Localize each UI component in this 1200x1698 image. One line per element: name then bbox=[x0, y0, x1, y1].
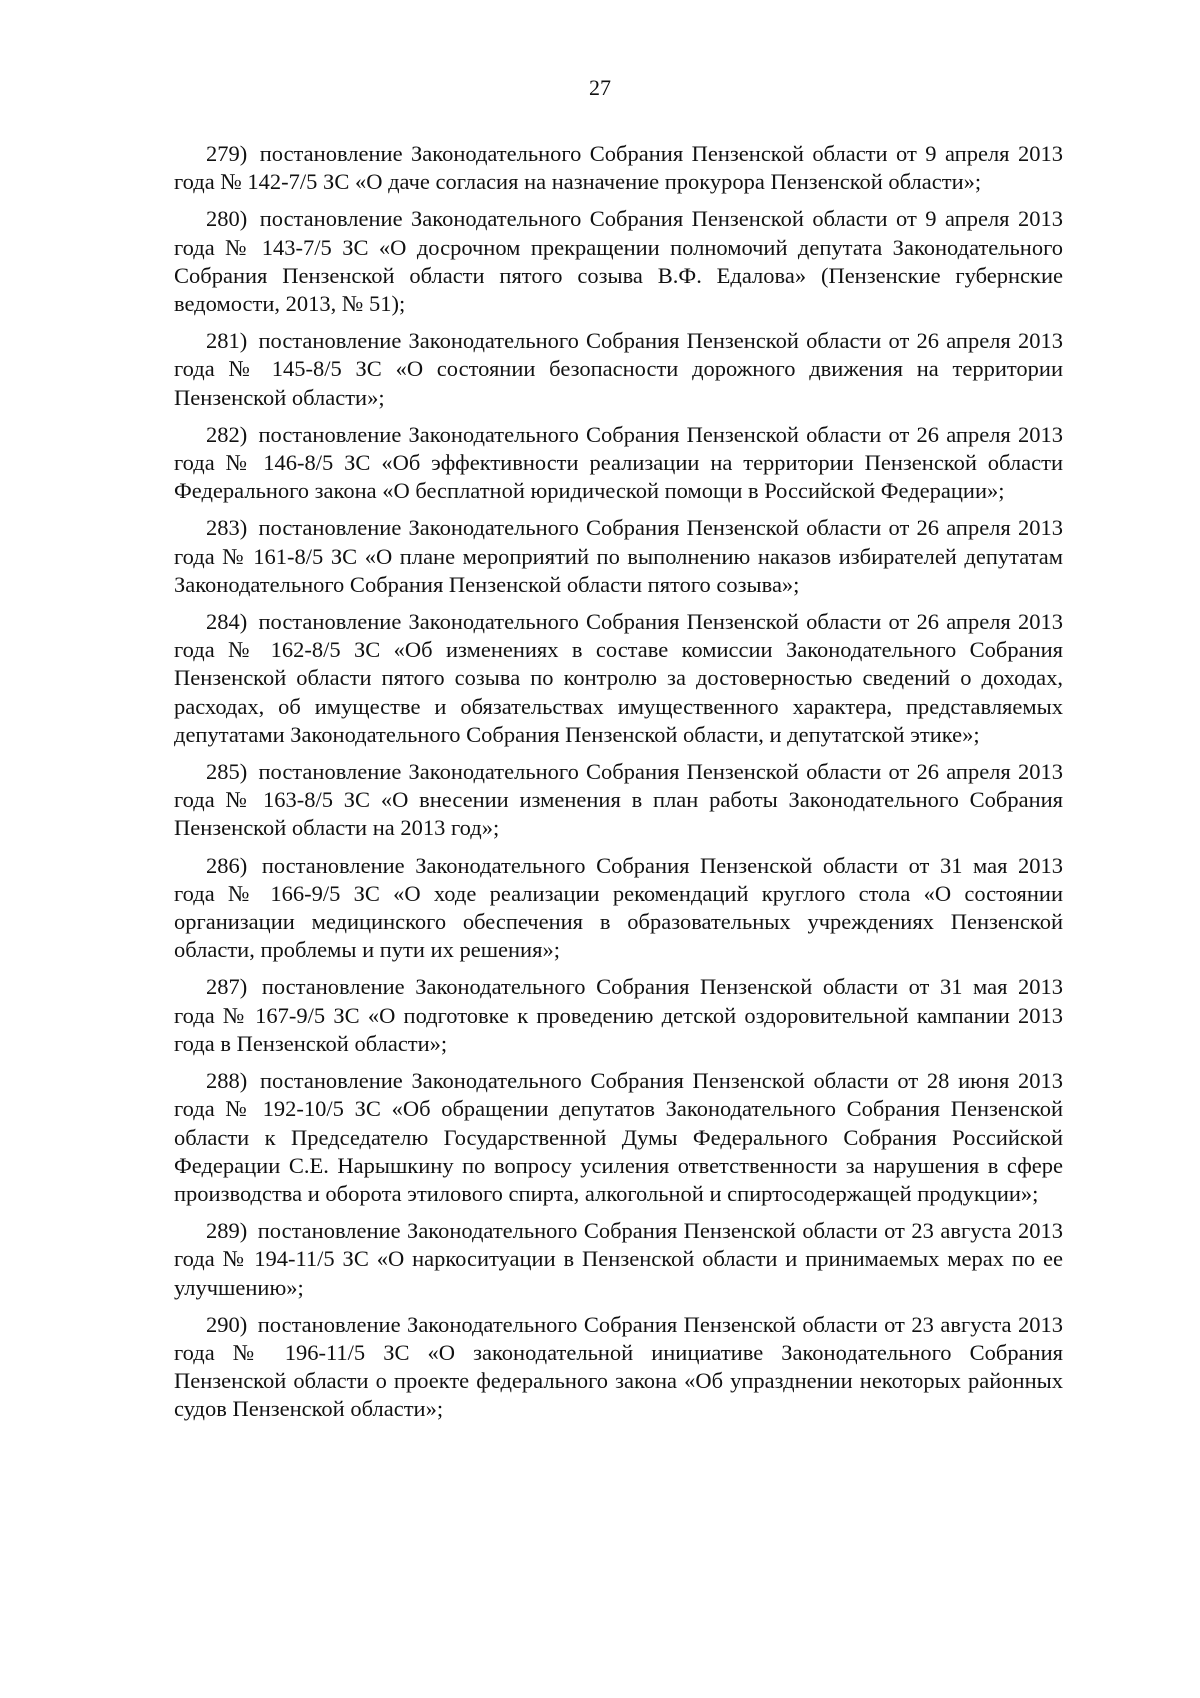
item-text: постановление Законодательного Собрания Пензенской области от 9 апреля 2013 года № 142-7/5 ЗС «О даче согласия на назначение прокурора Пензенской области»; bbox=[174, 141, 1063, 195]
list-item bbox=[174, 514, 1063, 599]
list-item bbox=[174, 140, 1063, 196]
item-text: постановление Законодательного Собрания Пензенской области от 31 мая 2013 года № 166-9/5 ЗС «О ходе реализации рекомендаций круглого стола «О состоянии организации медицинского обеспечения в образовательных учреждениях Пензенской области, проблемы и пути их решения»; bbox=[174, 852, 1063, 963]
item-text: постановление Законодательного Собрания Пензенской области от 26 апреля 2013 года № 162-8/5 ЗС «Об изменениях в составе комиссии Законодательного Собрания Пензенской области пятого созыва по контролю за достоверностью сведений о доходах, расходах, об имуществе и обязательствах имущественного характера, представляемых депутатами Законодательного Собрания Пензенской области, и депутатской этике»; bbox=[174, 609, 1063, 747]
item-text: постановление Законодательного Собрания Пензенской области от 28 июня 2013 года № 192-10/5 ЗС «Об обращении депутатов Законодательного Собрания Пензенской области к Председателю Государственной Думы Федерального Собрания Российской Федерации С.Е. Нарышкину по вопросу усиления ответственности за нарушения в сфере производства и оборота этилового спирта, алкогольной и спиртосодержащей продукции»; bbox=[174, 1068, 1064, 1206]
item-number: 287) bbox=[206, 974, 248, 1000]
item-number: 282) bbox=[206, 421, 248, 447]
item-text: постановление Законодательного Собрания Пензенской области от 31 мая 2013 года № 167-9/5 ЗС «О подготовке к проведению детской оздоровительной кампании 2013 года в Пензенской области»; bbox=[174, 974, 1063, 1056]
list-item bbox=[174, 973, 1063, 1058]
list-item bbox=[174, 205, 1063, 318]
item-text: постановление Законодательного Собрания Пензенской области от 23 августа 2013 года № 194-11/5 ЗС «О наркоситуации в Пензенской области и принимаемых мерах по ее улучшению»; bbox=[174, 1218, 1063, 1300]
document-body bbox=[174, 140, 1063, 1433]
item-text: постановление Законодательного Собрания Пензенской области от 26 апреля 2013 года № 146-8/5 ЗС «Об эффективности реализации на территории Пензенской области Федерального закона «О бесплатной юридической помощи в Российской Федерации»; bbox=[174, 421, 1063, 504]
item-number: 279) bbox=[206, 141, 248, 166]
item-number: 280) bbox=[206, 206, 248, 232]
item-text: постановление Законодательного Собрания Пензенской области от 26 апреля 2013 года № 161-8/5 ЗС «О плане мероприятий по выполнению наказов избирателей депутатам Законодательного Собрания Пензенской области пятого созыва»; bbox=[174, 515, 1063, 597]
item-text: постановление Законодательного Собрания Пензенской области от 26 апреля 2013 года № 145-8/5 ЗС «О состоянии безопасности дорожного движения на территории Пензенской области»; bbox=[174, 328, 1063, 410]
item-text: постановление Законодательного Собрания Пензенской области от 23 августа 2013 года № 196-11/5 ЗС «О законодательной инициативе Законодательного Собрания Пензенской области о проекте федерального закона «Об упразднении некоторых районных судов Пензенской области»; bbox=[174, 1311, 1063, 1422]
list-item bbox=[174, 608, 1063, 749]
list-item bbox=[174, 327, 1063, 412]
item-number: 285) bbox=[206, 759, 248, 785]
page-number: 27 bbox=[589, 75, 611, 100]
item-number: 286) bbox=[206, 852, 248, 878]
list-item bbox=[174, 1311, 1063, 1424]
list-item bbox=[174, 1217, 1063, 1302]
list-item bbox=[174, 1067, 1063, 1208]
item-number: 288) bbox=[206, 1068, 248, 1094]
item-number: 290) bbox=[206, 1311, 248, 1337]
item-number: 281) bbox=[206, 328, 248, 354]
list-item bbox=[174, 758, 1063, 843]
list-item bbox=[174, 421, 1063, 506]
item-number: 289) bbox=[206, 1218, 248, 1244]
item-number: 283) bbox=[206, 515, 248, 541]
list-item bbox=[174, 852, 1063, 965]
item-text: постановление Законодательного Собрания Пензенской области от 26 апреля 2013 года № 163-8/5 ЗС «О внесении изменения в план работы Законодательного Собрания Пензенской области на 2013 год»; bbox=[174, 759, 1063, 841]
item-text: постановление Законодательного Собрания Пензенской области от 9 апреля 2013 года № 143-7/5 ЗС «О досрочном прекращении полномочий депутата Законодательного Собрания Пензенской области пятого созыва В.Ф. Едалова» (Пензенские губернские ведомости, 2013, № 51); bbox=[174, 206, 1063, 317]
item-number: 284) bbox=[206, 609, 248, 635]
